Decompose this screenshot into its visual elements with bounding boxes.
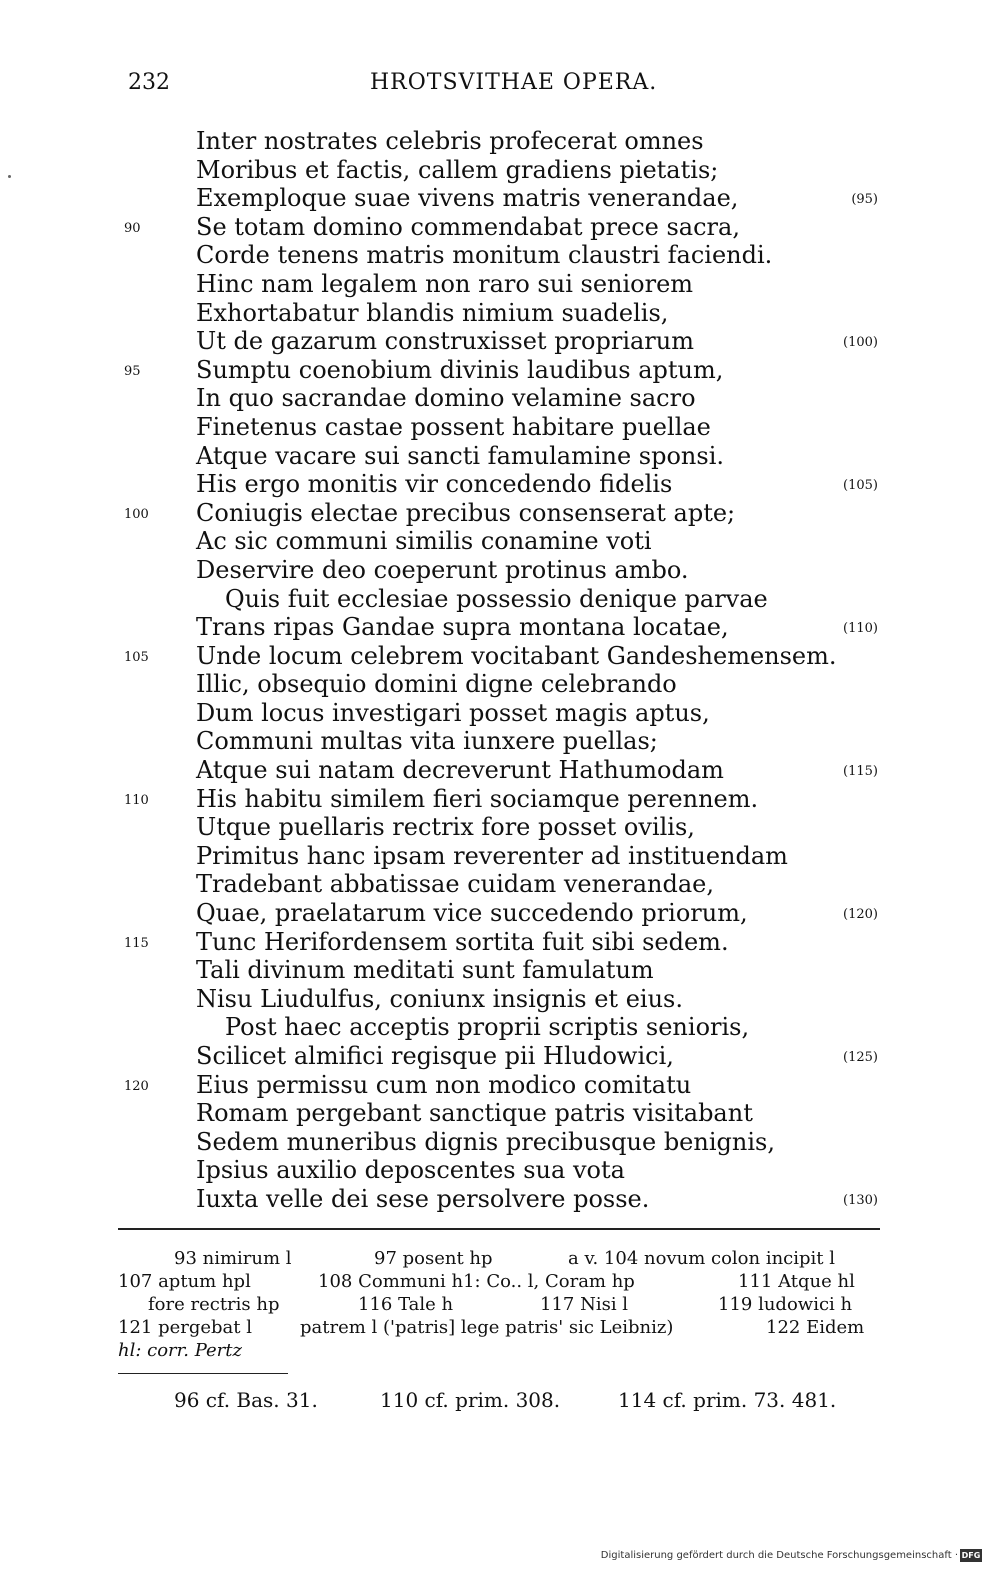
verse-text: Unde locum celebrem vocitabant Gandeshemensem. [196, 641, 837, 670]
verse-text: Tunc Herifordensem sortita fuit sibi sedem. [196, 927, 729, 956]
page-number: 232 [128, 70, 170, 95]
verse-text: Dum locus investigari posset magis aptus, [196, 698, 710, 727]
verse-line [0, 956, 1000, 985]
line-number: 90 [124, 220, 141, 236]
apparatus-line [118, 1293, 880, 1316]
verse-text: Sedem muneribus dignis precibusque benignis, [196, 1127, 775, 1156]
verse-text: Quae, praelatarum vice succedendo priorum, [196, 899, 748, 928]
verse-line [0, 1071, 1000, 1100]
verse-line [0, 928, 1000, 957]
line-number: 100 [124, 506, 149, 522]
apparatus-entry: a v. 104 novum colon incipit l [568, 1248, 835, 1269]
running-title: HROTSVITHAE OPERA. [370, 70, 658, 95]
verse-line [0, 470, 1000, 499]
verse-line [0, 642, 1000, 671]
verse-text: Primitus hanc ipsam reverenter ad instituendam [196, 841, 788, 870]
verse-text: Utque puellaris rectrix fore posset ovilis, [196, 813, 695, 842]
verse-line [0, 985, 1000, 1014]
verse-line [0, 699, 1000, 728]
dfg-logo: DFG [961, 1551, 981, 1560]
verse-line [0, 327, 1000, 356]
verse-text: Post haec acceptis proprii scriptis senioris, [225, 1013, 750, 1042]
apparatus-line [118, 1270, 880, 1293]
apparatus-entry: patrem l ('patris] lege patris' sic Leibniz) [300, 1317, 674, 1338]
apparatus-entry: fore rectris hp [148, 1294, 280, 1315]
apparatus-entry: 117 Nisi l [540, 1294, 629, 1315]
verse-line [0, 1013, 1000, 1042]
verse-text: Iuxta velle dei sese persolvere posse. [196, 1184, 650, 1213]
critical-apparatus [118, 1247, 880, 1362]
edition-line-number: (105) [843, 478, 878, 494]
verse-text: Finetenus castae possent habitare puellae [196, 412, 711, 441]
verse-line [0, 270, 1000, 299]
verse-text: Sumptu coenobium divinis laudibus aptum, [196, 355, 724, 384]
verse-text: Ut de gazarum construxisset propriarum [196, 327, 694, 356]
apparatus-entry: 122 Eidem [766, 1317, 865, 1338]
edition-line-number: (95) [851, 192, 878, 208]
verse-line [0, 299, 1000, 328]
verse-line [0, 785, 1000, 814]
apparatus-line [118, 1247, 880, 1270]
line-number: 115 [124, 935, 149, 951]
edition-line-number: (130) [843, 1192, 878, 1208]
verse-line [0, 184, 1000, 213]
verse-text: Se totam domino commendabat prece sacra, [196, 212, 740, 241]
edition-line-number: (125) [843, 1050, 878, 1065]
verse-line [0, 356, 1000, 385]
verse-text: Ipsius auxilio deposcentes sua vota [196, 1156, 625, 1185]
parallel-entry: 114 cf. prim. 73. 481. [618, 1388, 837, 1412]
verse-line [0, 899, 1000, 928]
verse-text: Exhortabatur blandis nimium suadelis, [196, 298, 669, 327]
apparatus-entry: 111 Atque hl [738, 1271, 855, 1292]
verse-line [0, 585, 1000, 614]
verse-text: Coniugis electae precibus consenserat apte; [196, 498, 736, 527]
apparatus-entry: 97 posent hp [374, 1248, 493, 1269]
verse-text: Atque vacare sui sancti famulamine sponsi. [196, 441, 724, 470]
line-number: 105 [124, 649, 149, 665]
verse-line [0, 870, 1000, 899]
edition-line-number: (120) [843, 907, 878, 923]
verse-line [0, 1156, 1000, 1185]
verse-text: Ac sic communi similis conamine voti [196, 527, 652, 556]
apparatus-entry: hl: corr. Pertz [118, 1340, 243, 1361]
verse-line [0, 756, 1000, 785]
verse-text: Scilicet almifici regisque pii Hludowici, [196, 1042, 674, 1070]
apparatus-entry: 107 aptum hpl [118, 1271, 251, 1292]
verse-line [0, 156, 1000, 185]
verse-line [0, 670, 1000, 699]
verse-text: His habitu similem fieri sociamque perennem. [196, 784, 759, 813]
edition-line-number: (110) [843, 621, 878, 637]
parallel-entry: 110 cf. prim. 308. [380, 1388, 561, 1412]
verse-text: Atque sui natam decreverunt Hathumodam [196, 756, 724, 785]
verse-line [0, 413, 1000, 442]
verse-text: Trans ripas Gandae supra montana locatae, [196, 613, 729, 642]
verse-text: Nisu Liudulfus, coniunx insignis et eius. [196, 984, 683, 1013]
verse-line [0, 813, 1000, 842]
verse-block [0, 127, 1000, 1214]
verse-line [0, 556, 1000, 585]
verse-text: Illic, obsequio domini digne celebrando [196, 670, 677, 699]
verse-text: Romam pergebant sanctique patris visitabant [196, 1099, 753, 1128]
verse-line [0, 842, 1000, 871]
verse-text: Tradebant abbatissae cuidam venerandae, [196, 870, 714, 899]
divider-rule [118, 1228, 880, 1230]
digitization-credit: Digitalisierung gefördert durch die Deutsche Forschungsgemeinschaft · [600, 1550, 958, 1561]
verse-line [0, 727, 1000, 756]
verse-line [0, 527, 1000, 556]
verse-line [0, 213, 1000, 242]
verse-text: Communi multas vita iunxere puellas; [196, 727, 658, 756]
apparatus-line [118, 1316, 880, 1339]
verse-text: Moribus et factis, callem gradiens pietatis; [196, 155, 719, 184]
short-rule [118, 1373, 288, 1374]
verse-line [0, 384, 1000, 413]
verse-line [0, 241, 1000, 270]
verse-text: In quo sacrandae domino velamine sacro [196, 384, 696, 413]
edition-line-number: (100) [843, 335, 878, 351]
verse-text: Exemploque suae vivens matris venerandae, [196, 184, 739, 213]
apparatus-line [118, 1339, 880, 1362]
verse-line [0, 1099, 1000, 1128]
verse-text: His ergo monitis vir concedendo fidelis [196, 470, 673, 499]
verse-line [0, 1128, 1000, 1157]
apparatus-entry: 93 nimirum l [174, 1248, 292, 1269]
verse-text: Deservire deo coeperunt protinus ambo. [196, 555, 689, 584]
apparatus-entry: 116 Tale h [358, 1294, 454, 1315]
verse-line [0, 499, 1000, 528]
verse-text: Eius permissu cum non modico comitatu [196, 1070, 692, 1099]
verse-line [0, 1185, 1000, 1214]
line-number: 110 [124, 792, 149, 808]
parallel-entry: 96 cf. Bas. 31. [174, 1388, 318, 1412]
verse-line [0, 127, 1000, 156]
apparatus-entry: 108 Communi h1: Co.. l, Coram hp [318, 1271, 635, 1292]
verse-line [0, 613, 1000, 642]
verse-text: Hinc nam legalem non raro sui seniorem [196, 269, 694, 298]
line-number: 95 [124, 363, 141, 379]
verse-text: Corde tenens matris monitum claustri faciendi. [196, 241, 773, 270]
verse-line [0, 442, 1000, 471]
verse-text: Quis fuit ecclesiae possessio denique parvae [225, 584, 768, 613]
verse-text: Inter nostrates celebris profecerat omnes [196, 127, 704, 155]
apparatus-entry: 119 ludowici h [718, 1294, 853, 1315]
edition-line-number: (115) [843, 764, 878, 780]
verse-line [0, 1042, 1000, 1071]
verse-text: Tali divinum meditati sunt famulatum [196, 956, 654, 985]
line-number: 120 [124, 1078, 149, 1094]
apparatus-entry: 121 pergebat l [118, 1317, 252, 1338]
